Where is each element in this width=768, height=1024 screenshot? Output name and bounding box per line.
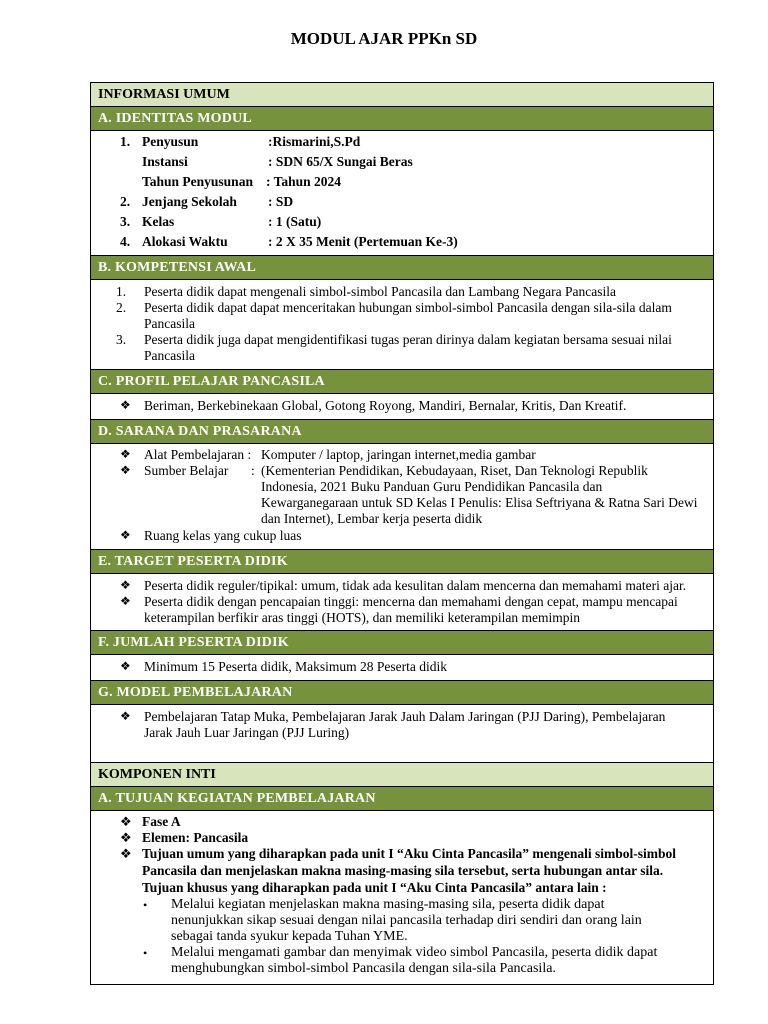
informasi-umum-header: INFORMASI UMUM <box>91 83 713 107</box>
diamond-bullet-icon: ❖ <box>120 830 132 845</box>
section-profil-header: C. PROFIL PELAJAR PANCASILA <box>91 370 713 394</box>
list-item: Beriman, Berkebinekaan Global, Gotong Royong, Mandiri, Bernalar, Kritis, Dan Kreatif. <box>144 398 627 413</box>
sumber-value: Kewarganegaraan untuk SD Kelas I Penulis: Elisa Seftriyana & Ratna Sari Dewi <box>261 495 698 510</box>
khusus-item: Melalui mengamati gambar dan menyimak video simbol Pancasila, peserta didik dapat <box>171 945 658 960</box>
sumber-value: (Kementerian Pendidikan, Kebudayaan, Riset, Dan Teknologi Republik <box>261 463 648 478</box>
identitas-label: Jenjang Sekolah <box>142 194 237 209</box>
diamond-bullet-icon: ❖ <box>120 814 132 829</box>
list-item-cont: Jarak Jauh Luar Jaringan (PJJ Luring) <box>144 725 350 740</box>
fase-label: Fase A <box>142 814 181 829</box>
list-item: Pembelajaran Tatap Muka, Pembelajaran Jarak Jauh Dalam Jaringan (PJJ Daring), Pembelajaran <box>144 709 666 724</box>
kompetensi-body <box>91 280 713 370</box>
model-body <box>91 705 713 763</box>
list-item: Ruang kelas yang cukup luas <box>144 528 302 543</box>
section-sarana-header: D. SARANA DAN PRASARANA <box>91 420 713 444</box>
section-tujuan-header: A. TUJUAN KEGIATAN PEMBELAJARAN <box>91 787 713 811</box>
list-item: Minimum 15 Peserta didik, Maksimum 28 Peserta didik <box>144 659 447 674</box>
alat-label: Alat Pembelajaran : <box>144 447 252 462</box>
diamond-bullet-icon: ❖ <box>120 578 131 592</box>
sumber-label: Sumber Belajar <box>144 463 229 478</box>
identitas-value: : SDN 65/X Sungai Beras <box>268 154 413 169</box>
diamond-bullet-icon: ❖ <box>120 709 131 723</box>
section-identitas-header: A. IDENTITAS MODUL <box>91 107 713 131</box>
dot-bullet-icon: • <box>143 898 148 912</box>
sarana-body <box>91 444 713 550</box>
identitas-value: : Tahun 2024 <box>266 174 342 189</box>
target-body <box>91 574 713 631</box>
profil-body <box>91 394 713 420</box>
list-item: Peserta didik reguler/tipikal: umum, tidak ada kesulitan dalam mencerna dan memahami materi ajar. <box>144 578 687 593</box>
diamond-bullet-icon: ❖ <box>120 398 131 412</box>
list-number: 2. <box>116 300 127 315</box>
identitas-num: 2. <box>120 194 131 209</box>
identitas-num: 1. <box>120 134 131 149</box>
identitas-num: 3. <box>120 214 131 229</box>
identitas-value: : SD <box>268 194 294 209</box>
list-item: Peserta didik juga dapat mengidentifikasi tugas peran dirinya dalam kegiatan bersama sesuai nilai <box>144 332 672 347</box>
identitas-value: : 2 X 35 Menit (Pertemuan Ke-3) <box>268 234 458 249</box>
khusus-item-cont: menghubungkan simbol-simbol Pancasila dengan sila-sila Pancasila. <box>171 961 556 976</box>
identitas-label: Tahun Penyusunan <box>142 174 253 189</box>
section-target-header: E. TARGET PESERTA DIDIK <box>91 550 713 574</box>
identitas-num: 4. <box>120 234 131 249</box>
alat-value: Komputer / laptop, jaringan internet,media gambar <box>261 447 536 462</box>
list-item-cont: Pancasila <box>144 348 195 363</box>
identitas-body <box>91 131 713 256</box>
list-item: Peserta didik dapat dapat menceritakan hubungan simbol-simbol Pancasila dengan sila-sila dalam <box>144 300 672 315</box>
sumber-colon: : <box>251 463 255 478</box>
khusus-item-cont: nenunjukkan sikap sesuai dengan nilai pancasila terhadap diri sendiri dan orang lain <box>171 913 642 928</box>
dot-bullet-icon: • <box>143 946 148 960</box>
tujuan-umum: Tujuan umum yang diharapkan pada unit I “Aku Cinta Pancasila” mengenali simbol-simbol <box>142 846 677 861</box>
sumber-value: dan Internet), Lembar kerja peserta didik <box>261 511 483 526</box>
list-item-cont: Pancasila <box>144 316 195 331</box>
identitas-label: Alokasi Waktu <box>142 234 228 249</box>
diamond-bullet-icon: ❖ <box>120 846 132 861</box>
diamond-bullet-icon: ❖ <box>120 447 131 461</box>
section-jumlah-header: F. JUMLAH PESERTA DIDIK <box>91 631 713 655</box>
identitas-value: :Rismarini,S.Pd <box>268 134 361 149</box>
diamond-bullet-icon: ❖ <box>120 528 131 542</box>
identitas-label: Penyusun <box>142 134 199 149</box>
diamond-bullet-icon: ❖ <box>120 659 131 673</box>
module-table <box>90 82 714 985</box>
list-item-cont: keterampilan berfikir aras tinggi (HOTS), dan memiliki keterampilan memimpin <box>144 610 581 625</box>
elemen-label: Elemen: Pancasila <box>142 830 249 845</box>
list-item: Peserta didik dengan pencapaian tinggi: mencerna dan memahami dengan cepat, mampu mencapai <box>144 594 678 609</box>
tujuan-umum-cont: Pancasila dan menjelaskan makna masing-masing sila tersebut, serta hubungan antar sila. <box>142 863 664 878</box>
sumber-value: Indonesia, 2021 Buku Panduan Guru Pendidikan Pancasila dan <box>261 479 603 494</box>
diamond-bullet-icon: ❖ <box>120 463 131 477</box>
khusus-item: Melalui kegiatan menjelaskan makna masing-masing sila, peserta didik dapat <box>171 897 605 912</box>
identitas-label: Kelas <box>142 214 175 229</box>
section-model-header: G. MODEL PEMBELAJARAN <box>91 681 713 705</box>
jumlah-body <box>91 655 713 681</box>
diamond-bullet-icon: ❖ <box>120 594 131 608</box>
tujuan-khusus: Tujuan khusus yang diharapkan pada unit I “Aku Cinta Pancasila” antara lain : <box>142 880 607 895</box>
list-item: Peserta didik dapat mengenali simbol-simbol Pancasila dan Lambang Negara Pancasila <box>144 284 616 299</box>
document-title: MODUL AJAR PPKn SD <box>290 29 478 48</box>
tujuan-body <box>91 811 713 984</box>
identitas-label: Instansi <box>142 154 188 169</box>
komponen-inti-header: KOMPONEN INTI <box>91 763 713 787</box>
identitas-value: : 1 (Satu) <box>268 214 322 229</box>
list-number: 1. <box>116 284 127 299</box>
khusus-item-cont: sebagai tanda syukur kepada Tuhan YME. <box>171 929 408 944</box>
section-kompetensi-header: B. KOMPETENSI AWAL <box>91 256 713 280</box>
list-number: 3. <box>116 332 127 347</box>
